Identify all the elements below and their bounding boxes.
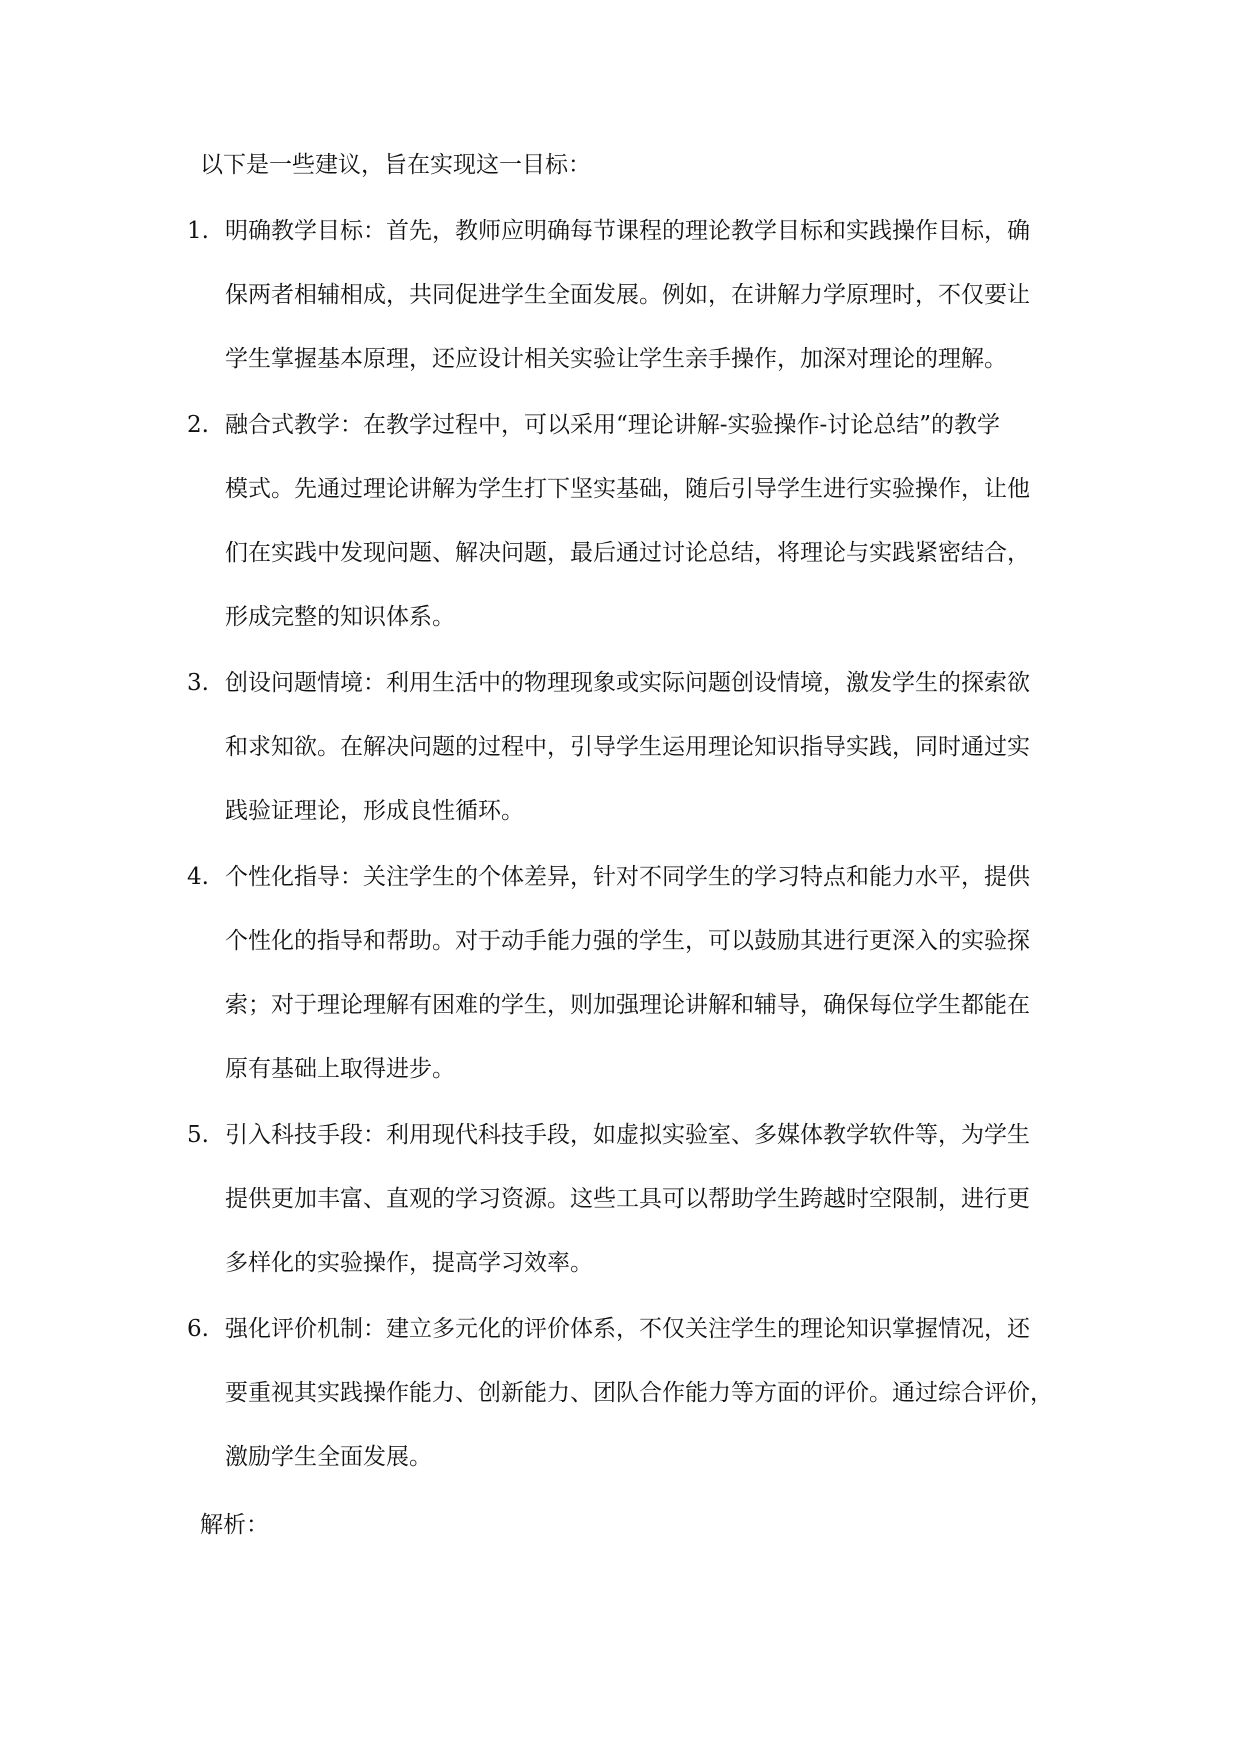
list-line: 学生掌握基本原理，还应设计相关实验让学生亲手操作，加深对理论的理解。	[225, 346, 1007, 372]
list-line: 明确教学目标：首先，教师应明确每节课程的理论教学目标和实践操作目标，确	[225, 218, 1030, 244]
list-line: 提供更加丰富、直观的学习资源。这些工具可以帮助学生跨越时空限制，进行更	[225, 1186, 1030, 1212]
list-line: 保两者相辅相成，共同促进学生全面发展。例如，在讲解力学原理时，不仅要让	[225, 282, 1030, 308]
analysis-heading: 解析：	[200, 1512, 269, 1538]
list-line: 原有基础上取得进步。	[225, 1056, 455, 1082]
list-line: 和求知欲。在解决问题的过程中，引导学生运用理论知识指导实践，同时通过实	[225, 734, 1030, 760]
list-line: 要重视其实践操作能力、创新能力、团队合作能力等方面的评价。通过综合评价，	[225, 1380, 1053, 1406]
list-number: 2.	[187, 412, 209, 438]
list-line: 个性化的指导和帮助。对于动手能力强的学生，可以鼓励其进行更深入的实验探	[225, 928, 1030, 954]
list-number: 6.	[187, 1316, 209, 1342]
list-line: 形成完整的知识体系。	[225, 604, 455, 630]
list-line: 个性化指导：关注学生的个体差异，针对不同学生的学习特点和能力水平，提供	[225, 864, 1030, 890]
list-number: 5.	[187, 1122, 209, 1148]
list-line: 激励学生全面发展。	[225, 1444, 432, 1470]
list-line: 创设问题情境：利用生活中的物理现象或实际问题创设情境，激发学生的探索欲	[225, 670, 1030, 696]
list-number: 1.	[187, 218, 209, 244]
list-line: 融合式教学：在教学过程中，可以采用“理论讲解-实验操作-讨论总结”的教学	[225, 412, 1001, 438]
list-line: 们在实践中发现问题、解决问题，最后通过讨论总结，将理论与实践紧密结合，	[225, 540, 1030, 566]
list-line: 引入科技手段：利用现代科技手段，如虚拟实验室、多媒体教学软件等，为学生	[225, 1122, 1030, 1148]
list-line: 强化评价机制：建立多元化的评价体系，不仅关注学生的理论知识掌握情况，还	[225, 1316, 1030, 1342]
intro-paragraph: 以下是一些建议，旨在实现这一目标：	[200, 152, 591, 178]
list-number: 3.	[187, 670, 209, 696]
list-line: 索；对于理论理解有困难的学生，则加强理论讲解和辅导，确保每位学生都能在	[225, 992, 1030, 1018]
list-line: 多样化的实验操作，提高学习效率。	[225, 1250, 593, 1276]
list-number: 4.	[187, 864, 209, 890]
list-line: 模式。先通过理论讲解为学生打下坚实基础，随后引导学生进行实验操作，让他	[225, 476, 1030, 502]
list-line: 践验证理论，形成良性循环。	[225, 798, 524, 824]
